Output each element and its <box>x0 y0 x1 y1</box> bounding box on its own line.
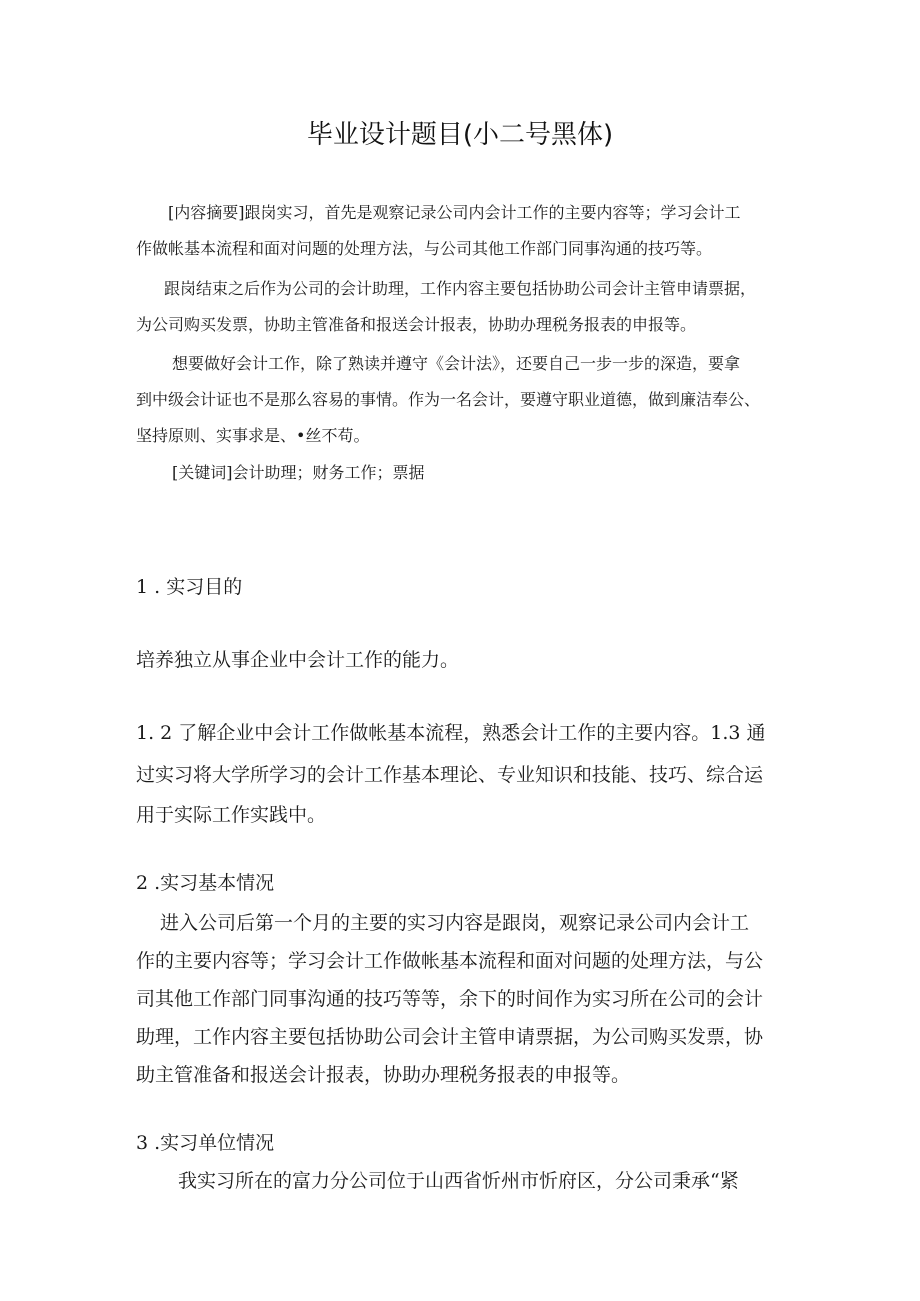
keywords-line <box>172 460 425 483</box>
section-2-line-2: 作的主要内容等；学习会计工作做帐基本流程和面对问题的处理方法，与公 <box>136 950 764 972</box>
section-2-line-4: 助理，工作内容主要包括协助公司会计主管申请票据，为公司购买发票，协 <box>136 1026 764 1048</box>
abstract-text: 跟岗实习，首先是观察记录公司内会计工作的主要内容等；学习会计工 <box>244 203 741 222</box>
abstract-line-2: 作做帐基本流程和面对问题的处理方法，与公司其他工作部门同事沟通的技巧等。 <box>136 239 713 258</box>
abstract-p3-line-2: 到中级会计证也不是那么容易的事情。作为一名会计，要遵守职业道德，做到廉洁奉公、 <box>136 390 761 409</box>
section-2-line-5: 助主管准备和报送会计报表，协助办理税务报表的申报等。 <box>136 1064 631 1086</box>
abstract-p3-line-3: 坚持原则、实事求是、•丝不苟。 <box>136 426 370 445</box>
abstract-label: [内容摘要] <box>168 203 245 222</box>
section-1-p2-line-1: 1. 2 了解企业中会计工作做帐基本流程，熟悉会计工作的主要内容。1.3 通 <box>136 722 766 744</box>
section-3-line-1: 我实习所在的富力分公司位于山西省忻州市忻府区，分公司秉承“紧 <box>178 1170 739 1192</box>
section-3-heading: 3 .实习单位情况 <box>136 1132 275 1154</box>
section-1-p2-line-3: 用于实际工作实践中。 <box>136 804 327 826</box>
abstract-p3-line-1: 想要做好会计工作，除了熟读并遵守《会计法》，还要自己一步一步的深造，要拿 <box>172 354 741 373</box>
section-1-p2-line-2: 过实习将大学所学习的会计工作基本理论、专业知识和技能、技巧、综合运 <box>136 764 764 786</box>
keywords-label: [关键词] <box>172 463 233 482</box>
abstract-p2-line-2: 为公司购买发票，协助主管准备和报送会计报表，协助办理税务报表的申报等。 <box>136 315 697 334</box>
section-2-heading: 2 .实习基本情况 <box>136 872 275 894</box>
section-2-line-3: 司其他工作部门同事沟通的技巧等等，余下的时间作为实习所在公司的会计 <box>136 988 764 1010</box>
section-2-line-1: 进入公司后第一个月的主要的实习内容是跟岗，观察记录公司内会计工 <box>160 912 750 934</box>
section-1-heading: 1 . 实习目的 <box>136 576 243 598</box>
document-title: 毕业设计题目(小二号黑体) <box>306 120 614 150</box>
abstract-line-1 <box>168 200 741 223</box>
keywords-text: 会计助理；财务工作；票据 <box>232 463 425 482</box>
section-1-paragraph-1: 培养独立从事企业中会计工作的能力。 <box>136 649 460 671</box>
abstract-p2-line-1: 跟岗结束之后作为公司的会计助理，工作内容主要包括协助公司会计主管申请票据， <box>164 279 757 298</box>
